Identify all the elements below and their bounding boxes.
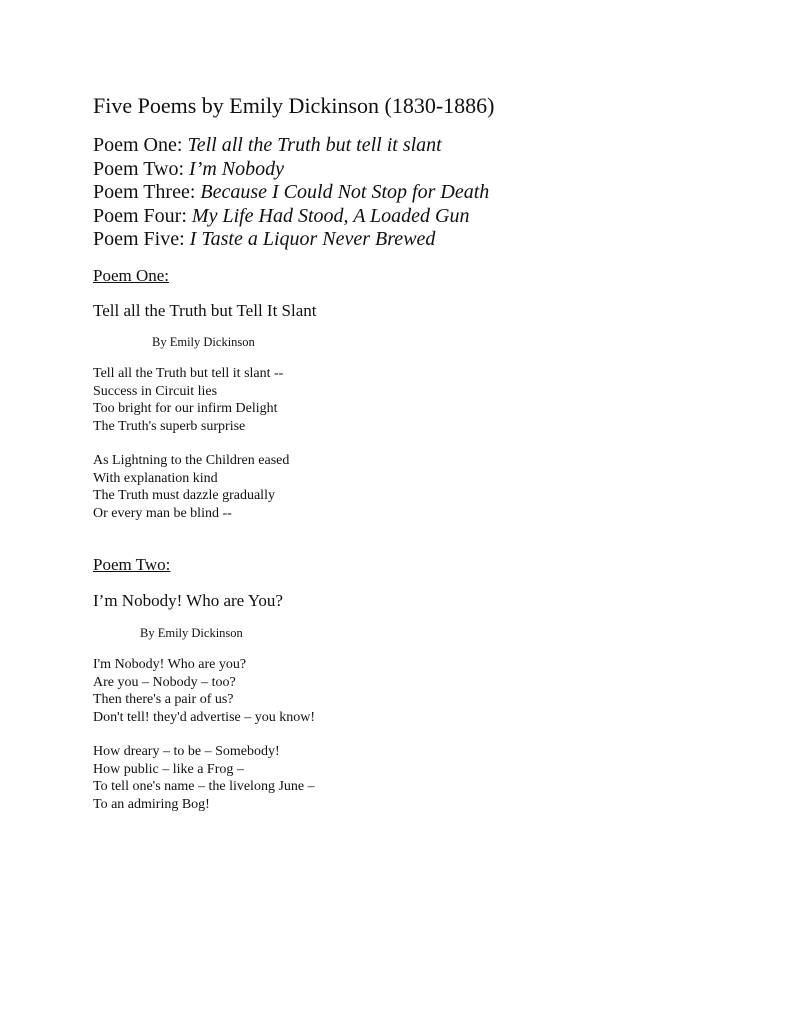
poem-line: I'm Nobody! Who are you? — [93, 657, 247, 672]
poem-two-stanza-2 — [93, 743, 315, 813]
toc-poem-title: Tell all the Truth but tell it slant — [187, 134, 442, 156]
table-of-contents — [93, 134, 489, 252]
toc-label: Poem One: — [93, 134, 188, 156]
toc-item — [93, 205, 489, 229]
poem-two-stanza-1 — [93, 656, 315, 726]
section-heading-poem-two: Poem Two: — [93, 555, 171, 574]
toc-poem-title: I’m Nobody — [189, 157, 284, 180]
poem-line: How public – like a Frog – — [93, 761, 244, 777]
poem-line: Tell all the Truth but tell it slant -- — [93, 366, 284, 381]
poem-line: Success in Circuit lies — [93, 383, 218, 399]
poem-line: Or every man be blind -- — [93, 505, 232, 521]
toc-label: Poem Five: — [93, 228, 190, 250]
document-page — [93, 0, 753, 1024]
toc-item — [93, 134, 489, 158]
toc-item — [93, 181, 489, 205]
poem-line: The Truth must dazzle gradually — [93, 488, 275, 503]
poem-two-byline: By Emily Dickinson — [140, 626, 243, 640]
poem-two-title: I’m Nobody! Who are You? — [93, 591, 283, 610]
poem-one-stanza-1 — [93, 365, 283, 435]
toc-poem-title: Because I Could Not Stop for Death — [200, 181, 490, 203]
poem-line: Too bright for our infirm Delight — [93, 401, 278, 416]
poem-one-byline: By Emily Dickinson — [152, 335, 255, 349]
poem-line: The Truth's superb surprise — [93, 418, 246, 434]
toc-item — [93, 158, 489, 182]
poem-line: Don't tell! they'd advertise – you know! — [93, 709, 315, 725]
toc-poem-title: My Life Had Stood, A Loaded Gun — [191, 204, 470, 227]
poem-one-title: Tell all the Truth but Tell It Slant — [93, 301, 317, 320]
poem-line: As Lightning to the Children eased — [93, 453, 290, 468]
document-title: Five Poems by Emily Dickinson (1830-1886) — [93, 93, 495, 118]
toc-label: Poem Two: — [93, 157, 190, 180]
toc-poem-title: I Taste a Liquor Never Brewed — [189, 228, 436, 250]
toc-label: Poem Three: — [93, 181, 201, 203]
section-heading-poem-one: Poem One: — [93, 266, 170, 285]
poem-line: Then there's a pair of us? — [93, 692, 234, 707]
poem-line: Are you – Nobody – too? — [93, 674, 236, 690]
toc-label: Poem Four: — [93, 204, 192, 227]
poem-line: To an admiring Bog! — [93, 796, 210, 812]
poem-line: With explanation kind — [93, 470, 218, 486]
toc-item — [93, 228, 489, 252]
poem-one-stanza-2 — [93, 452, 289, 522]
poem-line: To tell one's name – the livelong June – — [93, 779, 315, 794]
poem-line: How dreary – to be – Somebody! — [93, 744, 280, 759]
